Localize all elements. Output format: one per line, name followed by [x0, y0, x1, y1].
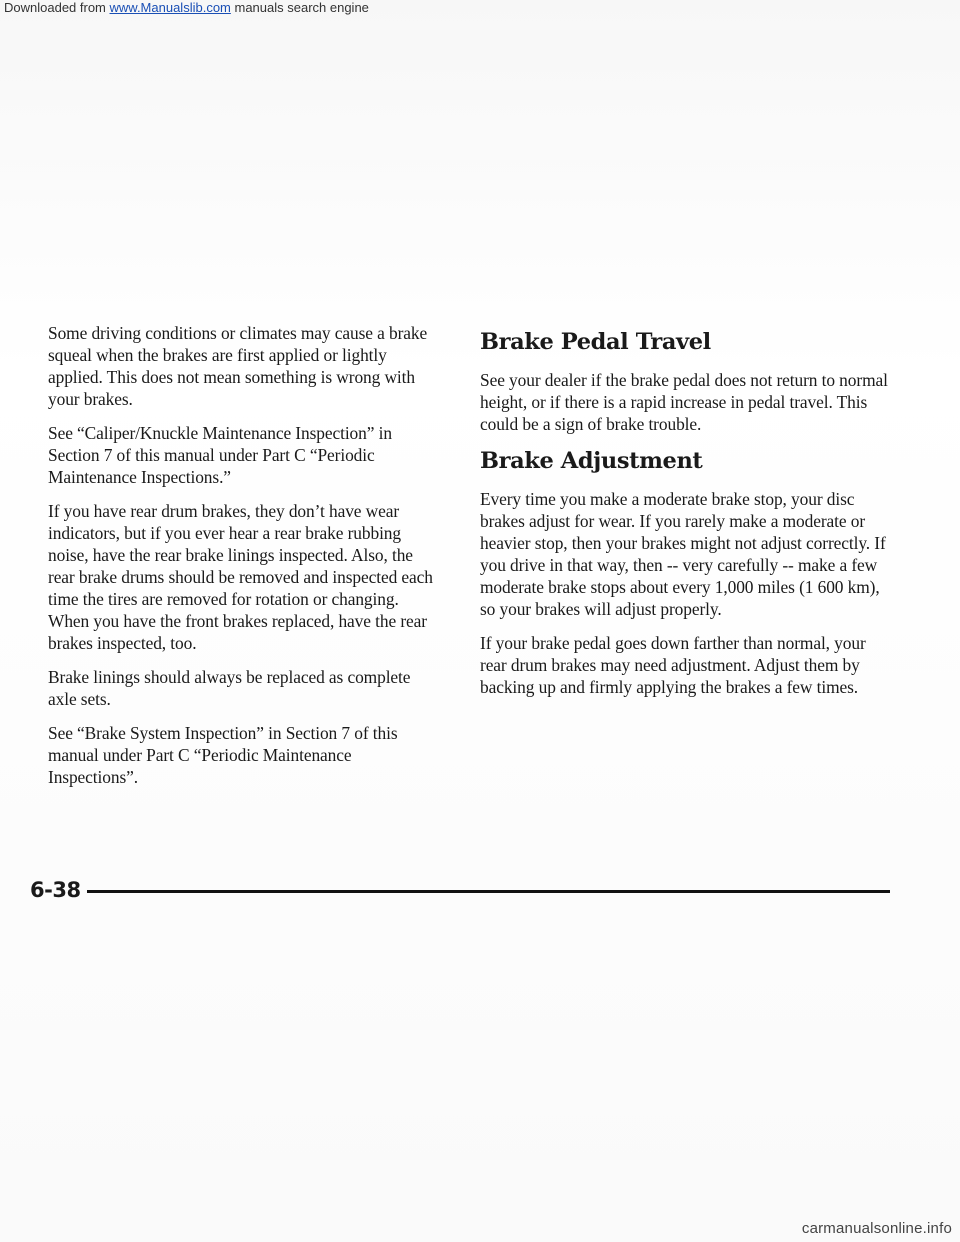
- manualslib-link[interactable]: www.Manualslib.com: [109, 0, 231, 15]
- paragraph-brake-linings: Brake linings should always be replaced as complete axle sets.: [48, 667, 411, 709]
- download-watermark: [4, 0, 369, 15]
- paragraph-brake-squeal: Some driving conditions or climates may cause a brake squeal when the brakes are first applied or lightly applied. This does not mean something is wrong with your brakes.: [48, 323, 428, 409]
- paragraph-drum-brake-adjust: If your brake pedal goes down farther than normal, your rear drum brakes may need adjustment. Adjust them by backing up and firmly applying the brakes a few times.: [480, 633, 866, 697]
- paragraph-brake-system-reference: See “Brake System Inspection” in Section 7 of this manual under Part C “Periodic Maintenance Inspections”.: [48, 723, 398, 787]
- right-column: [480, 328, 895, 710]
- site-watermark: carmanualsonline.info: [801, 1220, 952, 1237]
- heading-brake-pedal-travel: Brake Pedal Travel: [480, 329, 711, 355]
- left-column: [48, 322, 438, 800]
- watermark-suffix: manuals search engine: [230, 0, 369, 15]
- paragraph-disc-brake-adjust: Every time you make a moderate brake stop, your disc brakes adjust for wear. If you rarely make a moderate or heavier stop, then your brakes might not adjust correctly. If you drive in that way, then -- very carefully -- make a few moderate brake stops about every 1,000 miles (1 600 km), so your brakes will adjust properly.: [480, 489, 886, 619]
- paragraph-pedal-travel: See your dealer if the brake pedal does not return to normal height, or if there is a rapid increase in pedal travel. This could be a sign of brake trouble.: [480, 370, 888, 434]
- heading-brake-adjustment: Brake Adjustment: [480, 448, 703, 474]
- paragraph-caliper-reference: See “Caliper/Knuckle Maintenance Inspection” in Section 7 of this manual under Part C “Periodic Maintenance Inspections.”: [48, 423, 392, 487]
- page-footer: [30, 878, 890, 902]
- footer-rule: [87, 890, 890, 893]
- page-number: 6-38: [30, 878, 81, 902]
- watermark-prefix: Downloaded from: [4, 0, 110, 15]
- paragraph-rear-drum-brakes: If you have rear drum brakes, they don’t have wear indicators, but if you ever hear a rear brake rubbing noise, have the rear brake linings inspected. Also, the rear brake drums should be removed and inspected each time the tires are removed for rotation or changing. When you have the front brakes replaced, have the rear brakes inspected, too.: [48, 501, 433, 653]
